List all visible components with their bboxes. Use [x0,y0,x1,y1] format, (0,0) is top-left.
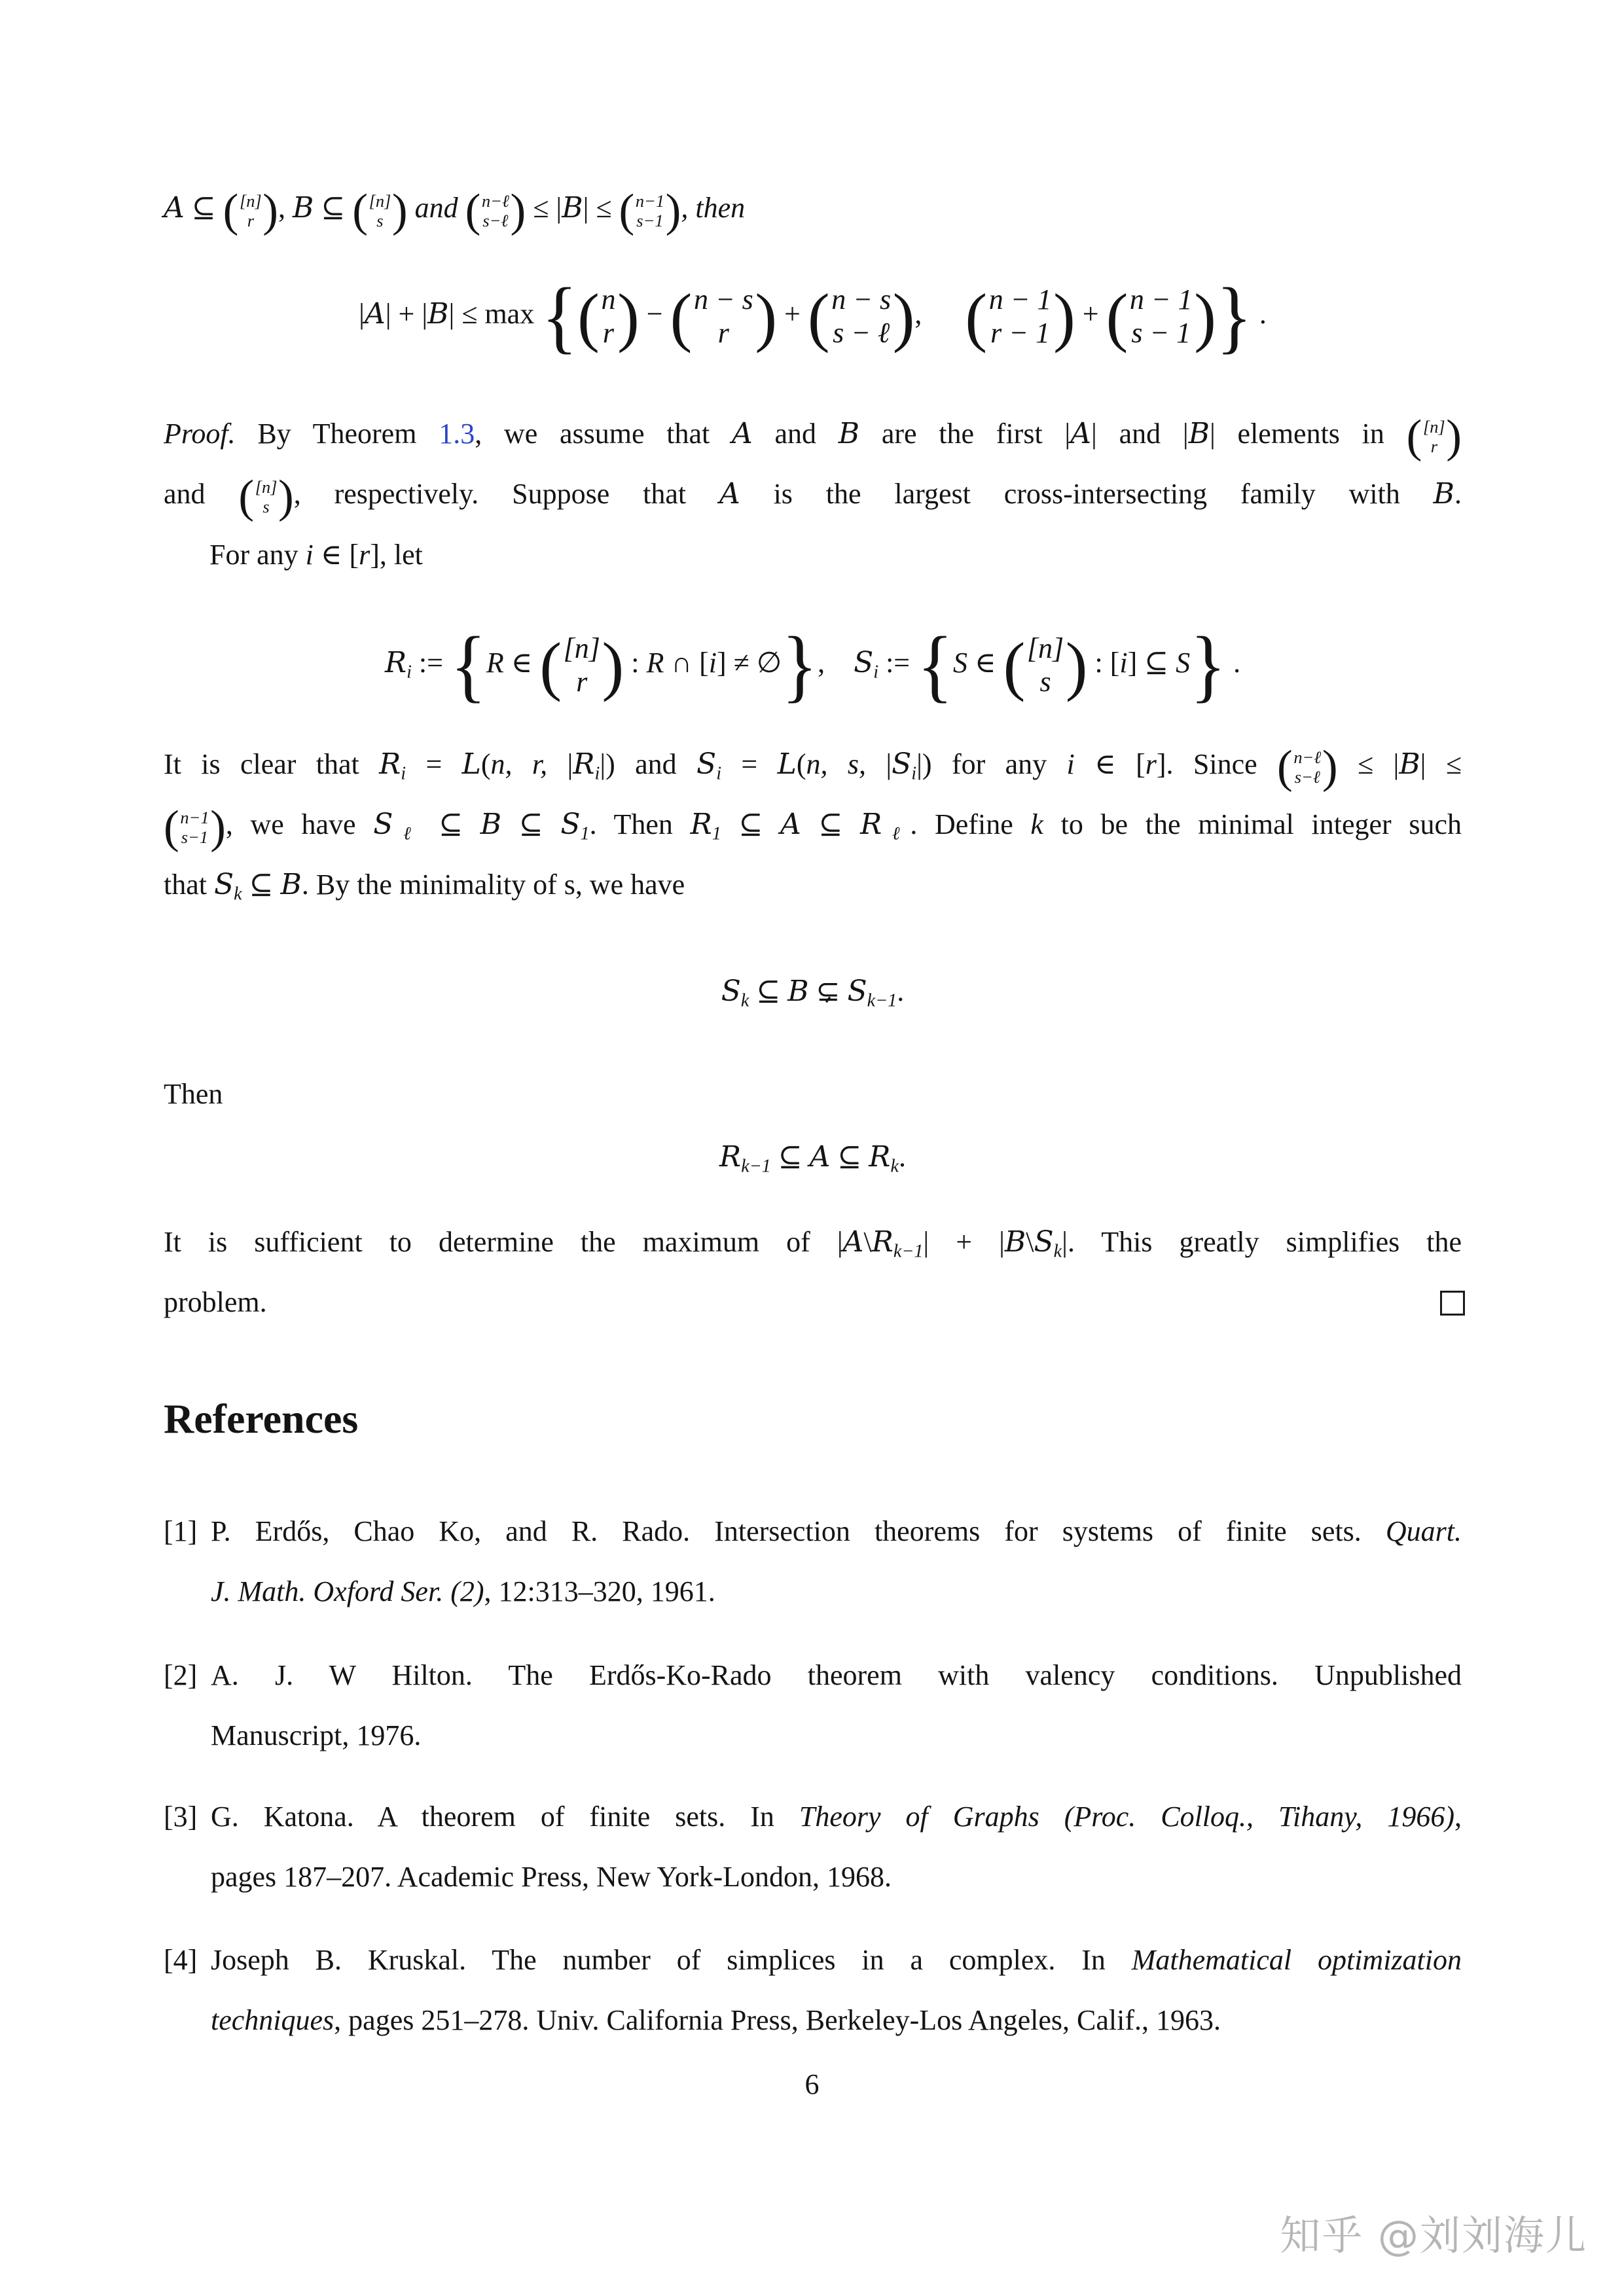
text-run: ℓ [882,823,911,844]
text-run: ∈ [967,647,1003,679]
text-run: r [1145,748,1157,780]
text-run: B [480,808,502,841]
text-run: | [359,298,365,330]
binomial-coefficient: ( [n] r ) [223,196,278,225]
binomial-coefficient: ( [n] r ) [1407,422,1462,451]
text-run: techniques [211,2004,334,2036]
reference-label: [3] [164,1801,198,1833]
reference-label: [1] [164,1515,198,1547]
text-run: A [809,1140,831,1174]
binomial-coefficient: ( n − s s − ℓ ) [808,302,914,331]
it-is-clear-paragraph [164,734,1462,915]
text-run: := [411,647,450,679]
text-run: pages 187–207. Academic Press, New York-London, 1968. [211,1861,892,1893]
text-run: |) and [600,748,697,780]
text-run: B [1188,417,1210,450]
text-run: n, r, [490,748,568,780]
text-run: , [278,192,293,224]
text-run: n, s, [806,748,886,780]
text-run: k−1 [893,1241,924,1262]
text-run: i [406,662,412,683]
text-run: and [407,192,465,224]
display-equation-subset-chain [164,967,1462,1016]
text-run: ∈ [ [1074,748,1146,780]
theorem-statement-tail [164,178,1462,238]
text-run: . [898,1141,906,1173]
text-run: k [890,1156,899,1177]
text-run: | [567,748,573,780]
proof-paragraph [164,404,1462,524]
text-run: B [787,975,809,1008]
theorem-1-3-link[interactable]: 1.3 [439,418,475,450]
text-run: ⊆ [721,808,781,840]
text-run: ∩ [ [664,647,709,679]
text-run: A [1070,417,1092,450]
text-run: ] ≠ ∅ [717,647,782,679]
binomial-coefficient: ( n r ) [577,302,640,331]
text-run: = [406,748,462,780]
text-line [211,1645,1462,1706]
text-run: For any [209,539,306,571]
text-line [164,525,1462,585]
text-run: . [1454,478,1462,510]
text-line [164,1064,1462,1124]
text-run: i [305,539,314,571]
text-line [211,1787,1462,1847]
text-run: S [1034,1225,1054,1259]
text-run: k [740,990,749,1011]
text-run: , 12:313–320, 1961. [484,1575,715,1607]
text-run: k [1030,808,1043,840]
text-run: \ [863,1226,872,1258]
text-run: , we have [225,808,374,840]
reference-body [211,1501,1462,1622]
text-run: S [953,647,968,679]
text-run: Proof. [164,418,236,450]
text-run: L [777,747,797,781]
text-run: |) for any [916,748,1067,780]
text-run: ≤ | [526,192,562,224]
text-run: . [1226,647,1241,679]
text-run: ≤ | [1337,748,1399,780]
text-line [164,734,1462,795]
text-run: | ≤ max [448,298,542,330]
binomial-coefficient: ( n−ℓ s−ℓ ) [465,196,526,225]
text-run: ( [480,748,491,780]
text-run: R [869,1140,891,1174]
text-run: S [892,747,912,781]
text-run: to be the minimal integer such [1043,808,1462,840]
reference-item [164,1645,1462,1766]
text-run: ⊆ [314,192,353,224]
text-run: B [427,297,449,331]
binomial-coefficient: ( n − s r ) [670,302,777,331]
text-run: ⊆ [801,808,861,840]
text-run: + [777,298,808,330]
text-run: i [708,647,717,679]
text-run: Quart. [1385,1515,1462,1547]
text-run: S [1176,647,1191,679]
text-run: |. This greatly simplifies the [1062,1226,1462,1258]
text-run: , pages 251–278. Univ. California Press, Berkeley-Los Angeles, Calif., 1963. [334,2004,1221,2036]
text-run: . Then [589,808,691,840]
text-run: , respectively. Suppose that [293,478,719,510]
text-run: = [721,748,778,780]
text-run: | + | [385,298,428,330]
reference-item [164,1787,1462,1907]
text-run: R [690,808,712,841]
text-run: , we assume that [475,418,732,450]
text-run: 1 [580,823,590,844]
binomial-coefficient: ( n − 1 r − 1 ) [965,302,1075,331]
text-run: B [280,868,302,901]
text-run: . Define [910,808,1031,840]
text-run: P. Erdős, Chao Ko, and R. Rado. Intersection theorems for systems of finite sets. [211,1515,1386,1547]
text-run: 1 [712,823,721,844]
text-run: Theory of Graphs (Proc. Colloq., Tihany, 1966) [799,1801,1455,1833]
text-run: It is sufficient to determine the maximum of | [164,1226,843,1258]
text-run: Mathematical optimization [1131,1944,1462,1976]
text-run: i [1066,748,1075,780]
text-run: S [847,975,867,1008]
text-run: ∈ [503,647,540,679]
text-line [164,404,1462,464]
text-run: \ [1026,1226,1034,1258]
text-run: i [1119,647,1128,679]
text-run: B [1399,747,1420,781]
text-run: ⊆ [749,975,788,1007]
text-line [211,1930,1462,1990]
text-run: and [164,478,239,510]
text-run: ⊊ [808,975,848,1007]
text-run: are the first | [859,418,1071,450]
text-run: It is clear that [164,748,380,780]
text-run: A [731,417,753,450]
text-run: ⊆ [501,808,561,840]
reference-label: [2] [164,1659,198,1691]
text-run: + [1075,298,1106,330]
text-run: B [1433,477,1455,511]
text-run: k−1 [741,1156,771,1177]
text-run: S [213,868,234,901]
text-run: i [873,662,879,683]
text-run: G. Katona. A theorem of finite sets. In [211,1801,799,1833]
text-run: | elements in [1210,418,1407,450]
text-run: R [719,1140,742,1174]
text-run: | and | [1091,418,1189,450]
binomial-coefficient: ( [n] s ) [238,482,293,511]
binomial-coefficient: ( n−1 s−1 ) [619,196,681,225]
text-run: ℓ [393,823,422,844]
text-run: ]. Since [1156,748,1277,780]
text-run: : [624,647,647,679]
text-run: i [401,763,406,784]
text-run: ⊆ [184,192,223,224]
text-run: B [562,191,583,224]
reference-item [164,1501,1462,1622]
text-run: A [780,808,801,841]
text-run: Manuscript, 1976. [211,1719,422,1751]
text-run: | + | [923,1226,1005,1258]
text-run: | ≤ [1420,748,1462,780]
text-run: A [719,477,740,511]
text-run: ] ⊆ [1127,647,1176,679]
sufficient-paragraph [164,1212,1462,1333]
text-run: ( [796,748,806,780]
text-run: B [293,191,314,224]
watermark-text: 知乎 @刘刘海儿 [1280,2212,1587,2259]
text-run: k−1 [867,990,897,1011]
text-run: A. J. W Hilton. The Erdős-Ko-Rado theorem with valency conditions. Unpublished [211,1659,1462,1691]
binomial-coefficient: ( [n] s ) [1003,651,1088,680]
text-line [164,795,1462,855]
text-run: , [818,647,854,679]
text-run: ], let [370,539,423,571]
text-line [164,178,1462,238]
text-run: k [234,884,242,905]
text-run: R [384,646,407,679]
reference-body [211,1787,1462,1907]
page-number: 6 [804,2068,820,2100]
text-run: . By the minimality of s, we have [301,869,685,901]
text-run: ∈ [ [313,539,359,571]
text-run: B [1004,1225,1026,1259]
text-run: i [911,763,917,784]
text-run: A [364,297,386,331]
text-run: Joseph B. Kruskal. The number of simplices in a complex. In [211,1944,1132,1976]
text-run: J. Math. Oxford Ser. (2) [211,1575,484,1607]
display-equation-r-chain [164,1133,1462,1181]
text-run: r [359,539,370,571]
text-run: ⊆ [830,1141,869,1173]
text-run: L [461,747,481,781]
binomial-coefficient: ( [n] r ) [539,651,624,680]
reference-body [211,1930,1462,2051]
text-run: S [854,646,874,679]
text-run: A [164,191,185,224]
text-run: , [914,298,965,330]
text-run: := [878,647,918,679]
text-run: | ≤ [583,192,619,224]
text-run: and [752,418,839,450]
binomial-coefficient: ( n−ℓ s−ℓ ) [1277,753,1338,781]
text-run: | [886,748,892,780]
text-run: R [871,1225,893,1259]
text-run: k [1053,1241,1062,1262]
text-run: S [696,747,717,781]
binomial-coefficient: ( [n] s ) [352,196,407,225]
for-any-paragraph [164,525,1462,585]
text-run: ⊆ [242,869,281,901]
text-run: By Theorem [235,418,439,450]
binomial-coefficient: ( n−1 s−1 ) [164,813,226,842]
then-paragraph [164,1064,1462,1124]
text-run: S [721,975,741,1008]
text-run: R [573,747,595,781]
text-run: ⊆ [421,808,480,840]
text-run: R [486,647,504,679]
text-run: − [639,298,670,330]
text-run: R [860,808,882,841]
text-run: Then [164,1078,223,1110]
display-equation-family-definitions: Ri := {R ∈ ( [n] r ) : R ∩ [i] ≠ ∅}, Si := {S ∈ ( [n] s ) : [i] ⊆ S} . [164,619,1462,707]
text-run: i [716,763,722,784]
qed-box [1440,1291,1465,1316]
display-equation-max-bound: |A| + |B| ≤ max { ( n r ) − ( n − s r ) + ( n − s s − ℓ ), ( n − 1 r − 1 ) + ( n − 1 s − 1 ) } . [164,270,1462,358]
text-run: i [594,763,600,784]
text-run: S [560,808,581,841]
text-run: , [1454,1801,1462,1833]
text-run: R [379,747,401,781]
text-run: problem. [164,1286,267,1318]
reference-body [211,1645,1462,1766]
text-run: , then [681,192,746,224]
reference-item [164,1930,1462,2051]
binomial-coefficient: ( n − 1 s − 1 ) [1106,302,1216,331]
text-run: R [646,647,664,679]
text-run: : [ [1087,647,1120,679]
references-heading: References [164,1395,359,1442]
text-run: A [842,1225,864,1259]
text-line [164,1212,1462,1272]
text-run: S [373,808,393,841]
text-run: . [1252,298,1267,330]
text-run: B [838,417,860,450]
text-run: ⊆ [770,1141,810,1173]
text-run: . [897,975,905,1007]
text-run: is the largest cross-intersecting family with [740,478,1434,510]
text-line [211,1501,1462,1562]
reference-label: [4] [164,1944,198,1976]
text-line [164,464,1462,524]
text-run: that [164,869,214,901]
